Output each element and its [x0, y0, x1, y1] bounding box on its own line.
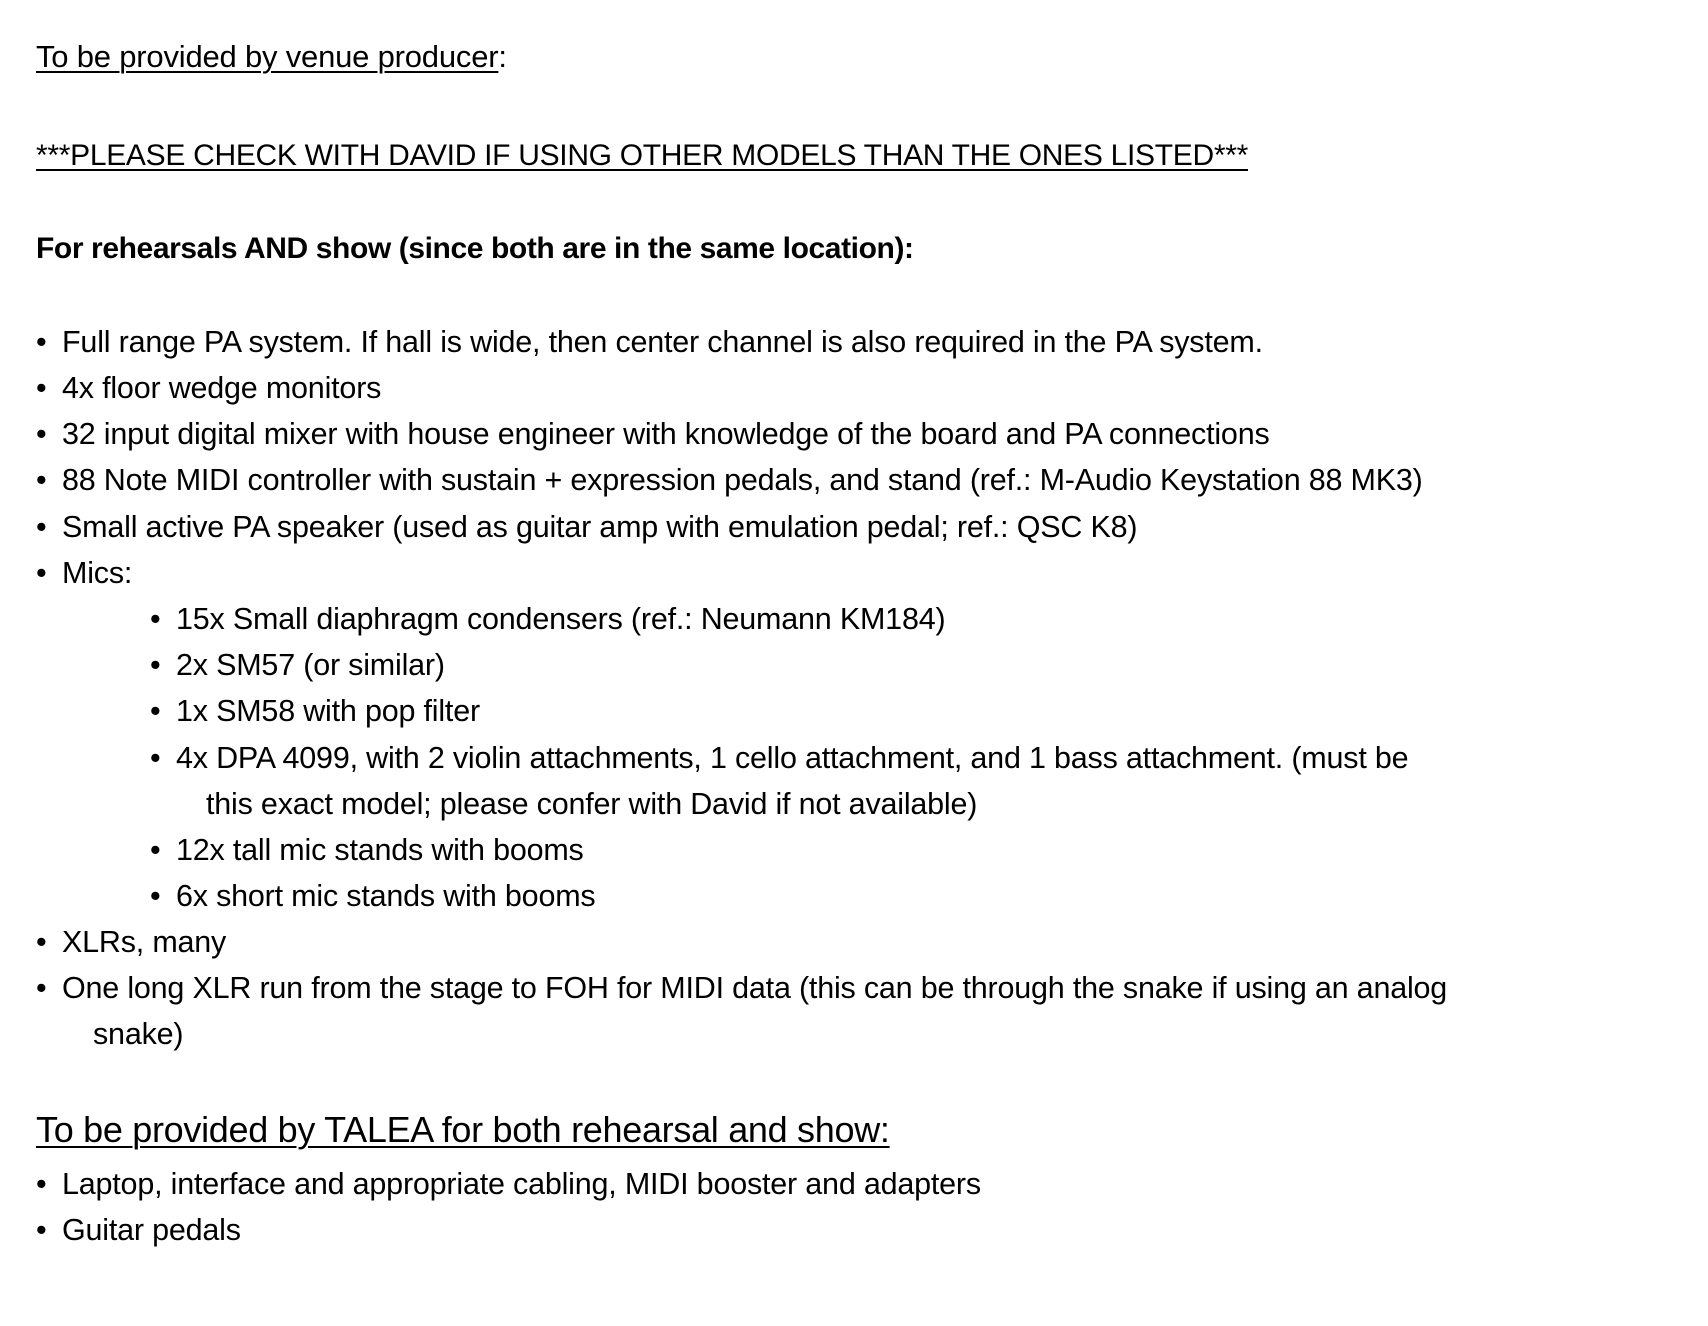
bullet-glyph: • [36, 1213, 47, 1247]
list-item-text: 32 input digital mixer with house engineer with knowledge of the board and PA connections [62, 417, 1270, 451]
list-item [36, 1164, 981, 1204]
bullet-glyph: • [36, 417, 47, 451]
list-item-text: XLRs, many [62, 925, 227, 959]
list-item-text: Small active PA speaker (used as guitar amp with emulation pedal; ref.: QSC K8) [62, 510, 1138, 544]
bullet-glyph: • [150, 741, 161, 775]
bullet-glyph: • [36, 925, 47, 959]
list-item [36, 922, 226, 962]
list-item [36, 322, 1263, 362]
bullet-glyph: • [150, 833, 161, 867]
mic-list-item [150, 691, 480, 731]
mic-list-item-continuation: this exact model; please confer with David if not available) [206, 787, 978, 821]
mic-list-item [150, 876, 595, 916]
list-item-text: 15x Small diaphragm condensers (ref.: Neumann KM184) [176, 602, 946, 636]
bullet-glyph: • [150, 648, 161, 682]
list-item-text: 1x SM58 with pop filter [176, 694, 480, 728]
bullet-glyph: • [150, 879, 161, 913]
bullet-glyph: • [36, 463, 47, 497]
rehearsal-subheading: For rehearsals AND show (since both are in the same location): [36, 232, 914, 265]
list-item [36, 968, 1447, 1008]
list-item-text: 88 Note MIDI controller with sustain + expression pedals, and stand (ref.: M-Audio Keystation 88 MK3) [62, 463, 1423, 497]
bullet-glyph: • [36, 325, 47, 359]
venue-heading-colon: : [498, 39, 507, 74]
list-item-text: Full range PA system. If hall is wide, then center channel is also required in the PA system. [62, 325, 1263, 359]
list-item-text: Mics: [62, 556, 133, 590]
bullet-glyph: • [36, 1167, 47, 1201]
warning-notice: ***PLEASE CHECK WITH DAVID IF USING OTHER MODELS THAN THE ONES LISTED*** [36, 139, 1248, 172]
list-item-text: 2x SM57 (or similar) [176, 648, 445, 682]
bullet-glyph: • [36, 510, 47, 544]
list-item-text: Guitar pedals [62, 1213, 241, 1247]
mic-list-item [150, 599, 945, 639]
venue-heading [36, 37, 507, 77]
list-item-continuation: snake) [93, 1017, 184, 1051]
list-item [36, 460, 1423, 500]
bullet-glyph: • [36, 371, 47, 405]
list-item [36, 553, 132, 593]
list-item [36, 414, 1270, 454]
bullet-glyph: • [36, 971, 47, 1005]
list-item-text: One long XLR run from the stage to FOH for MIDI data (this can be through the snake if using an analog [62, 971, 1448, 1005]
list-item [36, 368, 381, 408]
venue-heading-text: To be provided by venue producer [36, 39, 499, 74]
talea-heading: To be provided by TALEA for both rehearsal and show: [36, 1109, 890, 1150]
mic-list-item [150, 830, 584, 870]
list-item-text: 4x floor wedge monitors [62, 371, 382, 405]
list-item-text: 4x DPA 4099, with 2 violin attachments, 1 cello attachment, and 1 bass attachment. (must be [176, 741, 1409, 775]
list-item-text: 12x tall mic stands with booms [176, 833, 584, 867]
bullet-glyph: • [150, 602, 161, 636]
bullet-glyph: • [36, 556, 47, 590]
bullet-glyph: • [150, 694, 161, 728]
mic-list-item [150, 738, 1408, 778]
list-item [36, 1210, 241, 1250]
list-item [36, 507, 1137, 547]
list-item-text: 6x short mic stands with booms [176, 879, 596, 913]
mic-list-item [150, 645, 445, 685]
list-item-text: Laptop, interface and appropriate cabling, MIDI booster and adapters [62, 1167, 981, 1201]
